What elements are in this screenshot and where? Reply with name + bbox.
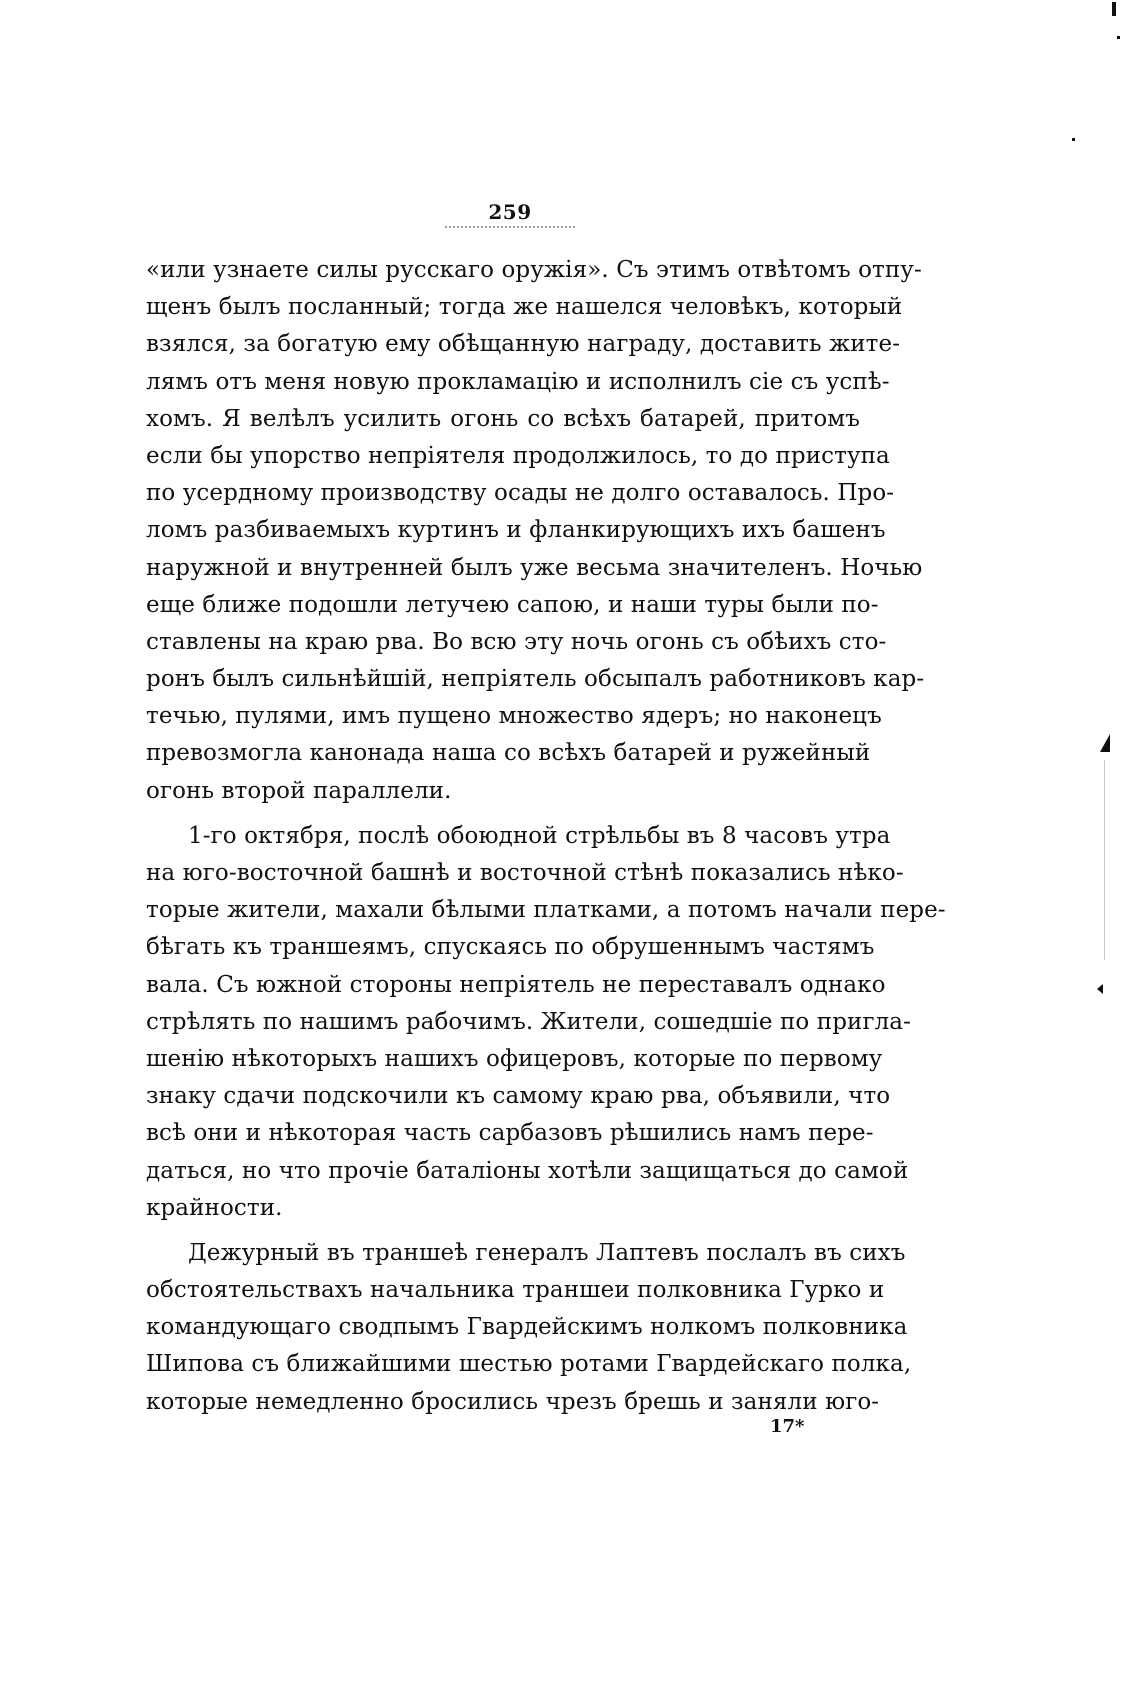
text-line: наружной и внутренней былъ уже весьма значителенъ. Ночью: [146, 554, 923, 581]
signature-mark: 17*: [770, 1416, 805, 1437]
text-line: «или узнаете силы русскаго оружія». Съ этимъ отвѣтомъ отпу-: [146, 257, 922, 283]
text-line: которые немедленно бросились чрезъ брешь и заняли юго-: [146, 1388, 880, 1415]
page-number: 259: [488, 200, 532, 224]
text-line: превозмогла канонада наша со всѣхъ батарей и ружейный: [146, 740, 871, 767]
text-line: стрѣлять по нашимъ рабочимъ. Жители, сошедшіе по пригла-: [146, 1008, 911, 1035]
header-rule: [445, 226, 575, 230]
text-line: лямъ отъ меня новую прокламацію и исполнилъ сіе съ успѣ-: [146, 368, 890, 395]
text-line: если бы упорство непріятеля продолжилось, то до приступа: [146, 442, 890, 469]
text-line: по усердному производству осады не долго оставалось. Про-: [146, 480, 895, 507]
text-line: хомъ. Я велѣлъ усилить огонь со всѣхъ батарей, притомъ: [146, 405, 860, 432]
scan-mark: [1072, 138, 1075, 141]
text-line: торые жители, махали бѣлыми платками, а потомъ начали пере-: [146, 897, 946, 924]
text-line: Шипова съ ближайшими шестью ротами Гвардейскаго полка,: [146, 1351, 912, 1378]
scan-mark: [1100, 734, 1110, 752]
scan-mark: [1097, 984, 1103, 994]
text-line: командующаго сводпымъ Гвардейскимъ нолкомъ полковника: [146, 1314, 908, 1341]
text-line: ронъ былъ сильнѣйшій, непріятель обсыпалъ работниковъ кар-: [146, 666, 925, 693]
text-line: обстоятельствахъ начальника траншеи полковника Гурко и: [146, 1277, 885, 1304]
text-line: знаку сдачи подскочили къ самому краю рва, объявили, что: [146, 1083, 891, 1110]
text-line: щенъ былъ посланный; тогда же нашелся человѣкъ, который: [146, 294, 903, 321]
text-line: взялся, за богатую ему обѣщанную награду, доставить жите-: [146, 331, 901, 358]
text-line: огонь второй параллели.: [146, 777, 452, 804]
text-line: даться, но что прочіе баталіоны хотѣли защищаться до самой: [146, 1157, 909, 1184]
text-line: 1-го октября, послѣ обоюдной стрѣльбы въ 8 часовъ утра: [188, 822, 891, 849]
text-line: шенію нѣкоторыхъ нашихъ офицеровъ, которые по первому: [146, 1045, 883, 1072]
text-line: Дежурный въ траншеѣ генералъ Лаптевъ послалъ въ сихъ: [188, 1239, 906, 1266]
text-line: на юго-восточной башнѣ и восточной стѣнѣ показались нѣко-: [146, 860, 904, 886]
scan-mark: [1117, 36, 1120, 39]
text-line: течью, пулями, имъ пущено множество ядеръ; но наконецъ: [146, 703, 882, 730]
text-line: всѣ они и нѣкоторая часть сарбазовъ рѣшились намъ пере-: [146, 1120, 874, 1147]
body-text: [146, 252, 946, 1421]
text-line: крайности.: [146, 1194, 283, 1221]
text-line: бѣгать къ траншеямъ, спускаясь по обрушеннымъ частямъ: [146, 934, 875, 961]
text-line: ломъ разбиваемыхъ куртинъ и фланкирующихъ ихъ башенъ: [146, 517, 886, 544]
scan-rule: [1104, 760, 1105, 960]
text-line: ставлены на краю рва. Во всю эту ночь огонь съ обѣихъ сто-: [146, 628, 887, 655]
text-line: вала. Съ южной стороны непріятель не переставалъ однако: [146, 971, 886, 998]
text-line: еще ближе подошли летучею сапою, и наши туры были по-: [146, 591, 879, 618]
scan-mark: [1112, 2, 1116, 16]
